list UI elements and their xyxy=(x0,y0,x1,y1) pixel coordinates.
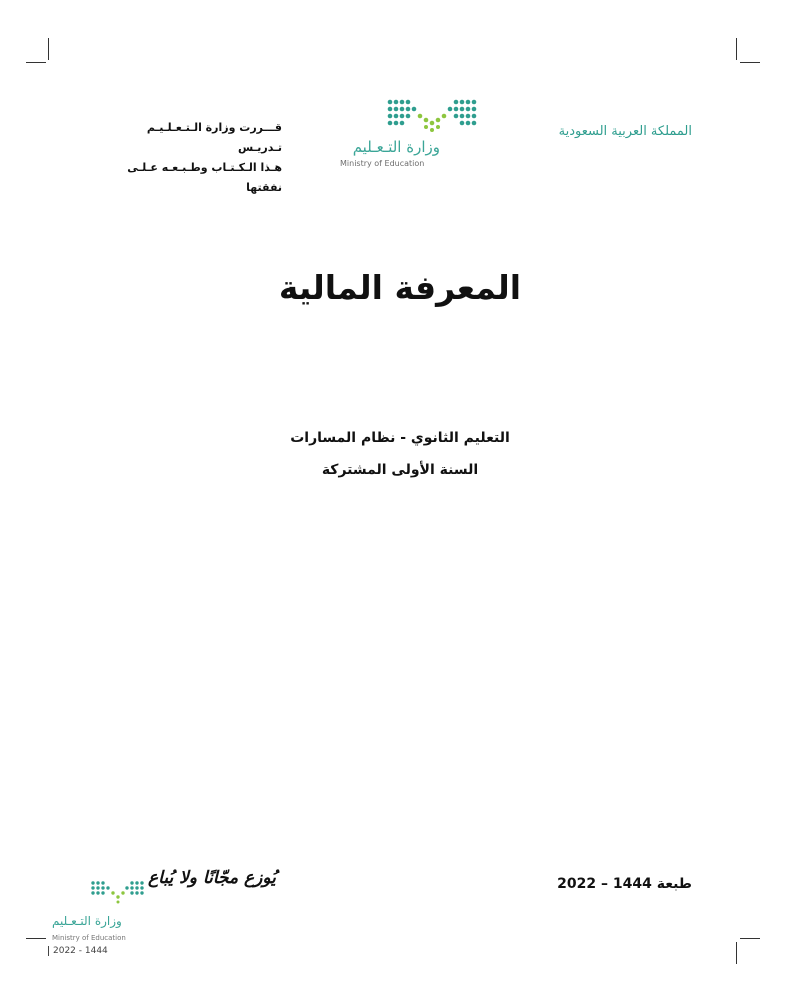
kingdom-name: المملكة العربية السعودية xyxy=(558,124,692,139)
year-range: 2022 - 1444 xyxy=(48,946,108,956)
subtitle-line-2: السنة الأولى المشتركة xyxy=(321,462,479,478)
crop-mark-top-right-v xyxy=(736,38,737,60)
approval-line-2: هـذا الـكـتـاب وطـبـعـه عـلـى نفقتها xyxy=(127,161,282,194)
approval-statement xyxy=(110,118,282,198)
ministry-logo xyxy=(340,98,480,172)
ministry-logo-small xyxy=(90,880,150,914)
crop-mark-top-right-h xyxy=(740,62,760,63)
free-distribution-note: يُوزع مجّانًا ولا يُباع xyxy=(148,868,276,888)
ministry-logo-english: Ministry of Education xyxy=(340,159,425,168)
ministry-logo-dots-icon xyxy=(386,98,486,138)
crop-mark-bottom-left-h xyxy=(26,938,46,939)
crop-mark-top-left-v xyxy=(48,38,49,60)
ministry-logo-small-english: Ministry of Education xyxy=(52,934,126,942)
subtitle-line-1: التعليم الثانوي - نظام المسارات xyxy=(290,430,510,446)
book-title: المعرفة المالية xyxy=(278,268,522,307)
crop-mark-top-left-h xyxy=(26,62,46,63)
ministry-logo-small-arabic: وزارة التـعـليم xyxy=(52,914,122,928)
ministry-logo-small-dots-icon xyxy=(90,880,150,914)
crop-mark-bottom-right-h xyxy=(740,938,760,939)
book-subtitle xyxy=(0,422,800,486)
edition-info: طبعة 1444 – 2022 xyxy=(557,876,692,892)
crop-mark-bottom-right-v xyxy=(736,942,737,964)
approval-line-1: قـــررت وزارة الـتـعـلـيـم تـدريـس xyxy=(146,121,282,154)
ministry-logo-arabic: وزارة التـعـليم xyxy=(352,138,440,156)
